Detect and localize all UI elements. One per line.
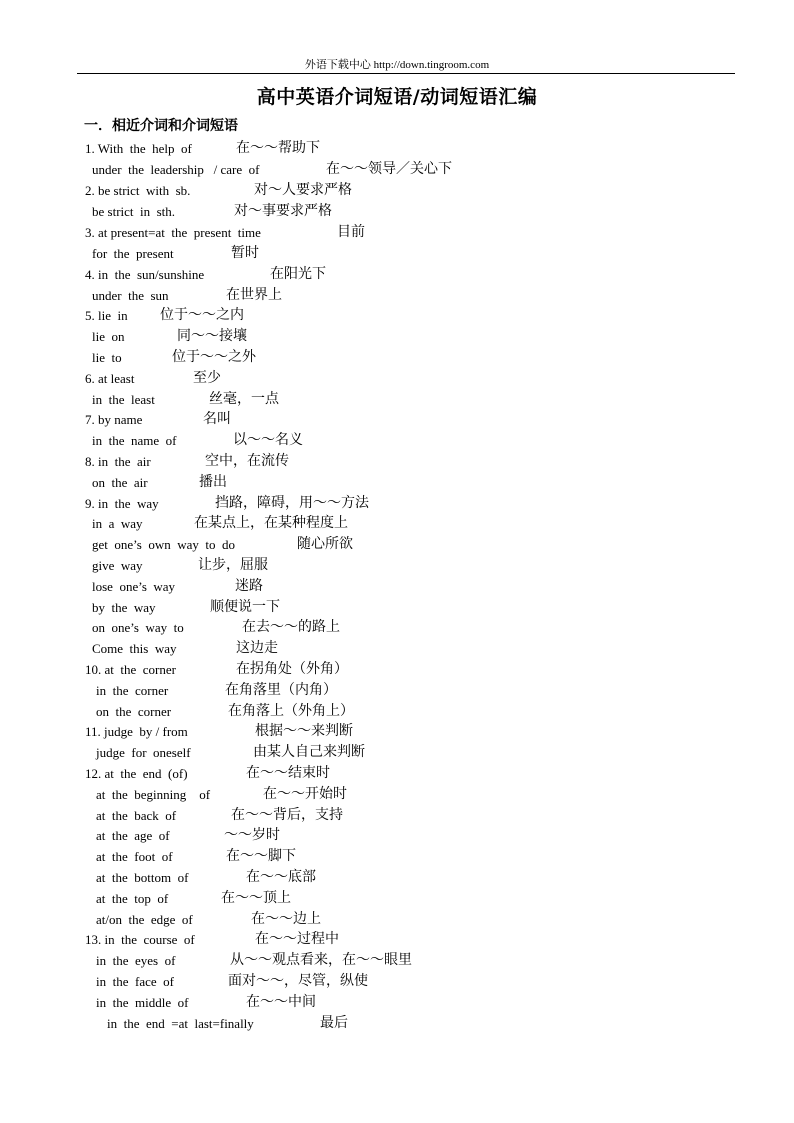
phrase-entry: [0, 722, 794, 742]
phrase-entry: [0, 826, 794, 846]
chinese-meaning: 在角落里（内角）: [225, 682, 337, 698]
english-phrase: 8. in the air: [85, 454, 151, 469]
phrase-entry: [0, 369, 794, 389]
english-phrase: in the end =at last=finally: [107, 1016, 254, 1031]
english-phrase: 9. in the way: [85, 496, 159, 511]
english-phrase: in the eyes of: [96, 953, 176, 968]
chinese-meaning: 播出: [199, 474, 227, 490]
english-phrase: 6. at least: [85, 371, 135, 386]
chinese-meaning: 对～事要求严格: [234, 203, 332, 219]
chinese-meaning: 以～～名义: [233, 432, 303, 448]
english-phrase: at the age of: [96, 828, 170, 843]
chinese-meaning: ～～岁时: [224, 827, 280, 843]
english-phrase: at the beginning of: [96, 787, 211, 802]
phrase-entry: [0, 244, 794, 264]
english-phrase: be strict in sth.: [92, 204, 176, 219]
english-phrase: 11. judge by / from: [85, 724, 188, 739]
phrase-entry: [0, 785, 794, 805]
chinese-meaning: 位于～～之内: [160, 307, 244, 323]
english-phrase: 12. at the end (of): [85, 766, 188, 781]
english-phrase: in the name of: [92, 433, 177, 448]
english-phrase: in a way: [92, 516, 143, 531]
phrase-entry: [0, 702, 794, 722]
phrase-entry: [0, 348, 794, 368]
chinese-meaning: 名叫: [203, 411, 231, 427]
english-phrase: on one’s way to: [92, 620, 184, 635]
chinese-meaning: 由某人自己来判断: [253, 744, 365, 760]
phrase-entry: [0, 660, 794, 680]
english-phrase: 13. in the course of: [85, 932, 195, 947]
chinese-meaning: 在～～脚下: [226, 848, 296, 864]
header-rule: [77, 73, 735, 74]
chinese-meaning: 在去～～的路上: [242, 619, 340, 635]
phrase-entry: [0, 202, 794, 222]
english-phrase: 1. With the help of: [85, 141, 192, 156]
phrase-entry: [0, 286, 794, 306]
phrase-entry: [0, 930, 794, 950]
chinese-meaning: 从～～观点看来，在～～眼里: [230, 952, 412, 968]
chinese-meaning: 在～～过程中: [255, 931, 339, 947]
chinese-meaning: 在～～顶上: [221, 890, 291, 906]
phrase-entry: [0, 535, 794, 555]
phrase-entry: [0, 306, 794, 326]
english-phrase: 4. in the sun/sunshine: [85, 267, 205, 282]
phrase-entry: [0, 410, 794, 430]
phrase-entry: [0, 639, 794, 659]
chinese-meaning: 迷路: [235, 578, 263, 594]
english-phrase: on the air: [92, 475, 148, 490]
chinese-meaning: 这边走: [236, 640, 278, 656]
chinese-meaning: 让步，屈服: [198, 557, 268, 573]
phrase-entry: [0, 889, 794, 909]
english-phrase: lie on: [92, 329, 125, 344]
phrase-entry: [0, 265, 794, 285]
phrase-entry: [0, 847, 794, 867]
chinese-meaning: 对～人要求严格: [254, 182, 352, 198]
chinese-meaning: 在阳光下: [270, 266, 326, 282]
chinese-meaning: 顺便说一下: [210, 599, 280, 615]
english-phrase: 3. at present=at the present time: [85, 225, 261, 240]
phrase-entry: [0, 951, 794, 971]
phrase-entry: [0, 1014, 794, 1034]
chinese-meaning: 丝毫，一点: [209, 391, 279, 407]
chinese-meaning: 同～～接壤: [177, 328, 247, 344]
chinese-meaning: 位于～～之外: [172, 349, 256, 365]
phrase-entry: [0, 972, 794, 992]
phrase-entry: [0, 514, 794, 534]
chinese-meaning: 在～～边上: [251, 911, 321, 927]
chinese-meaning: 至少: [193, 370, 221, 386]
english-phrase: for the present: [92, 246, 174, 261]
english-phrase: get one’s own way to do: [92, 537, 235, 552]
english-phrase: in the least: [92, 392, 155, 407]
phrase-entry: [0, 618, 794, 638]
phrase-entry: [0, 806, 794, 826]
chinese-meaning: 在～～背后，支持: [231, 807, 343, 823]
english-phrase: by the way: [92, 600, 156, 615]
chinese-meaning: 在～～底部: [246, 869, 316, 885]
chinese-meaning: 空中，在流传: [205, 453, 289, 469]
chinese-meaning: 目前: [337, 224, 365, 240]
phrase-entry: [0, 431, 794, 451]
chinese-meaning: 在角落上（外角上）: [228, 703, 354, 719]
phrase-entry: [0, 494, 794, 514]
chinese-meaning: 根据～～来判断: [255, 723, 353, 739]
phrase-entry: [0, 160, 794, 180]
english-phrase: at the foot of: [96, 849, 173, 864]
phrase-entry: [0, 598, 794, 618]
phrase-entry: [0, 577, 794, 597]
english-phrase: 10. at the corner: [85, 662, 176, 677]
chinese-meaning: 在～～领导／关心下: [326, 161, 452, 177]
chinese-meaning: 在～～中间: [246, 994, 316, 1010]
phrase-entry: [0, 993, 794, 1013]
chinese-meaning: 面对～～，尽管，纵使: [228, 973, 368, 989]
chinese-meaning: 在拐角处（外角）: [236, 661, 348, 677]
english-phrase: on the corner: [96, 704, 172, 719]
phrase-entry: [0, 681, 794, 701]
phrase-entry: [0, 452, 794, 472]
phrase-entry: [0, 473, 794, 493]
phrase-entry: [0, 181, 794, 201]
english-phrase: under the sun: [92, 288, 169, 303]
chinese-meaning: 暂时: [231, 245, 259, 261]
phrase-entry: [0, 223, 794, 243]
english-phrase: lose one’s way: [92, 579, 176, 594]
phrase-entry: [0, 868, 794, 888]
phrase-entry: [0, 910, 794, 930]
english-phrase: 7. by name: [85, 412, 143, 427]
phrase-entry: [0, 743, 794, 763]
english-phrase: at the top of: [96, 891, 169, 906]
chinese-meaning: 随心所欲: [297, 536, 353, 552]
phrase-entry: [0, 556, 794, 576]
phrase-entry: [0, 139, 794, 159]
chinese-meaning: 挡路，障碍，用～～方法: [215, 495, 369, 511]
phrase-entry: [0, 327, 794, 347]
english-phrase: lie to: [92, 350, 122, 365]
english-phrase: at the back of: [96, 808, 177, 823]
english-phrase: in the corner: [96, 683, 169, 698]
page-header: 外语下载中心 http://down.tingroom.com: [304, 59, 490, 71]
english-phrase: at the bottom of: [96, 870, 189, 885]
english-phrase: under the leadership / care of: [92, 162, 260, 177]
english-phrase: in the face of: [96, 974, 174, 989]
document-title: 高中英语介词短语/动词短语汇编: [256, 86, 538, 108]
phrase-entry: [0, 390, 794, 410]
section-heading: 一．相近介词和介词短语: [84, 118, 238, 134]
chinese-meaning: 在～～帮助下: [236, 140, 320, 156]
english-phrase: judge for oneself: [96, 745, 191, 760]
chinese-meaning: 在～～开始时: [263, 786, 347, 802]
english-phrase: 5. lie in: [85, 308, 128, 323]
english-phrase: in the middle of: [96, 995, 189, 1010]
english-phrase: give way: [92, 558, 143, 573]
chinese-meaning: 在～～结束时: [246, 765, 330, 781]
english-phrase: Come this way: [92, 641, 177, 656]
english-phrase: at/on the edge of: [96, 912, 193, 927]
chinese-meaning: 最后: [320, 1015, 348, 1031]
chinese-meaning: 在某点上，在某种程度上: [194, 515, 348, 531]
phrase-entry: [0, 764, 794, 784]
english-phrase: 2. be strict with sb.: [85, 183, 191, 198]
chinese-meaning: 在世界上: [226, 287, 282, 303]
